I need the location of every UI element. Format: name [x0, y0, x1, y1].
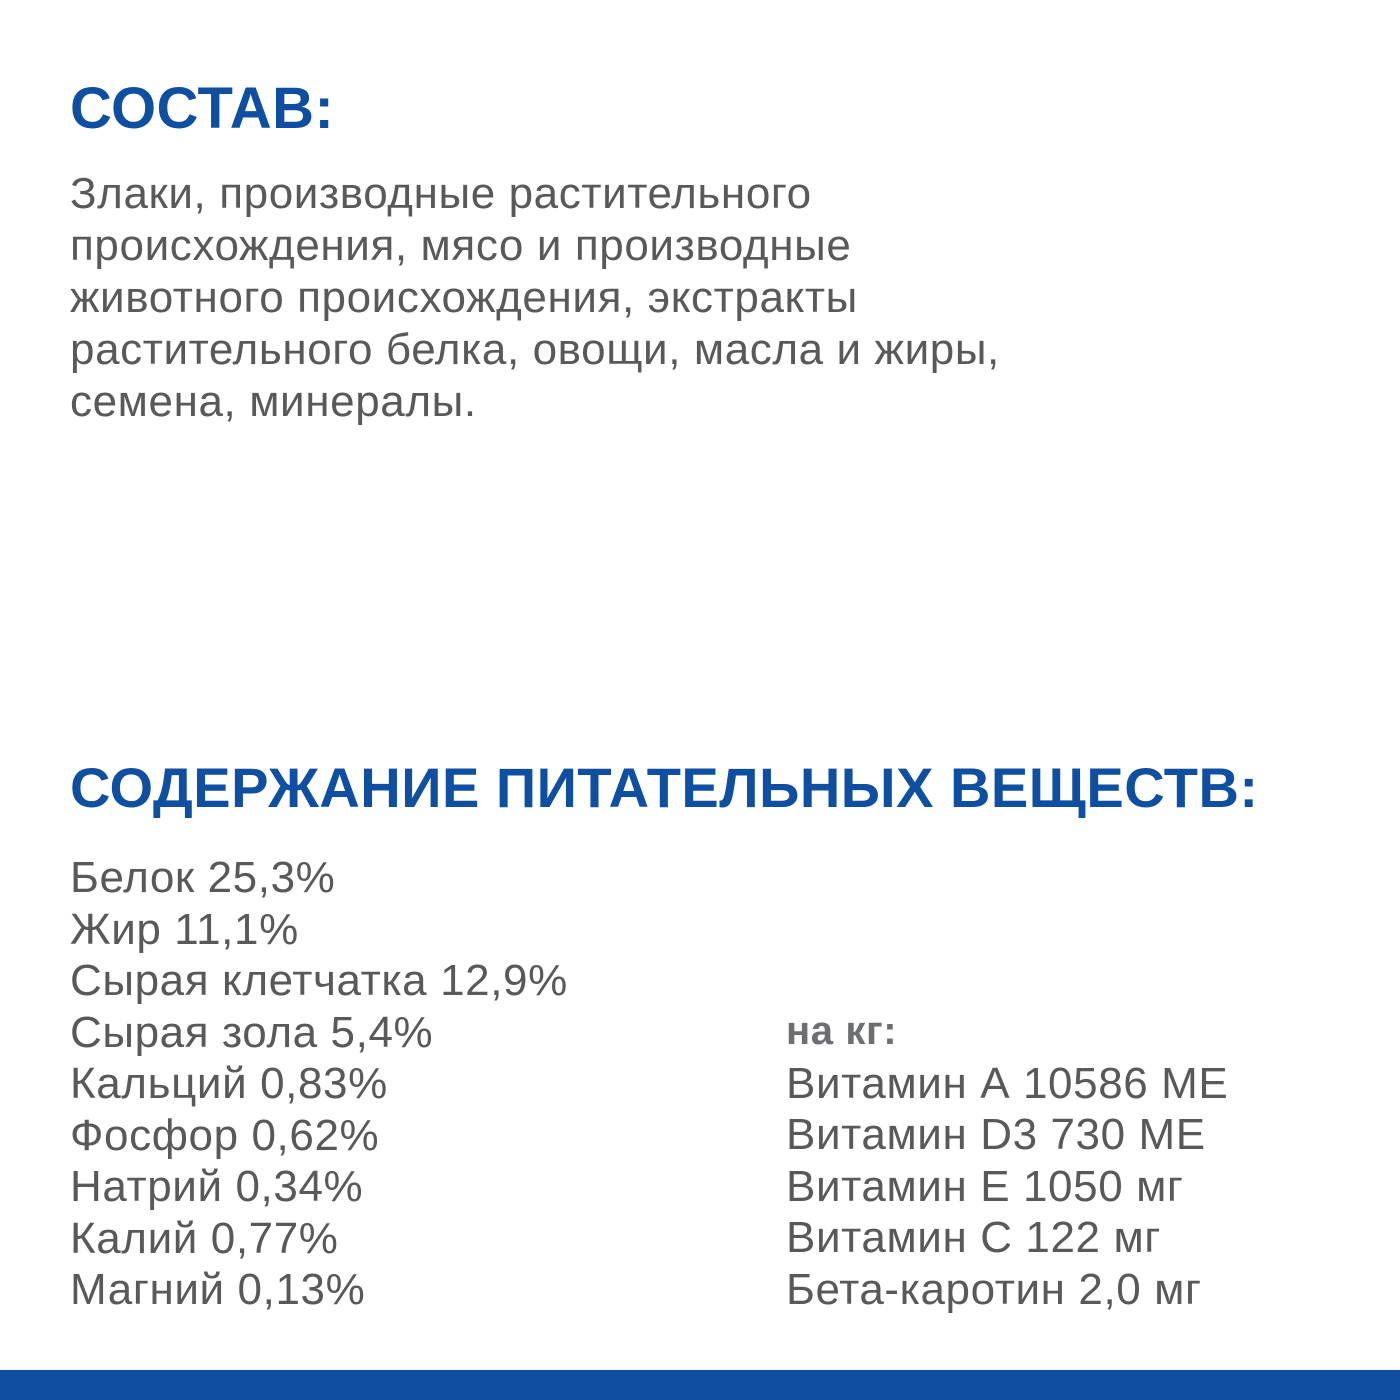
bottom-accent-bar: [0, 1370, 1400, 1400]
vitamin-item: Витамин С 122 мг: [786, 1213, 1161, 1262]
composition-line: семена, минералы.: [70, 377, 477, 426]
nutrient-item: Жир 11,1%: [70, 904, 299, 954]
vitamin-list: [786, 1058, 1228, 1316]
composition-line: Злаки, производные растительного: [70, 169, 812, 218]
nutrient-item: Сырая клетчатка 12,9%: [70, 956, 568, 1005]
nutrient-list: [70, 852, 568, 1316]
nutrient-item: Белок 25,3%: [70, 853, 336, 902]
vitamins-block: [786, 1006, 1228, 1315]
nutrient-item: Калий 0,77%: [70, 1213, 339, 1263]
per-kg-label: на кг:: [786, 1009, 898, 1053]
composition-line: растительного белка, овощи, масла и жиры,: [70, 325, 1000, 374]
vitamin-item: Витамин Е 1050 мг: [786, 1161, 1184, 1211]
vitamin-item: Витамин А 10586 МЕ: [786, 1058, 1229, 1108]
nutrients-heading: СОДЕРЖАНИЕ ПИТАТЕЛЬНЫХ ВЕЩЕСТВ:: [70, 756, 1259, 819]
composition-line: происхождения, мясо и производные: [70, 221, 852, 270]
composition-line: животного происхождения, экстракты: [70, 273, 858, 322]
nutrient-item: Магний 0,13%: [70, 1265, 366, 1314]
nutrient-item: Кальций 0,83%: [70, 1059, 388, 1108]
composition-text: [70, 168, 1330, 428]
composition-heading: СОСТАВ:: [70, 76, 335, 141]
nutrient-item: Натрий 0,34%: [70, 1162, 364, 1211]
nutrient-item: Сырая зола 5,4%: [70, 1007, 434, 1057]
nutrient-item: Фосфор 0,62%: [70, 1110, 380, 1160]
vitamin-item: Бета-каротин 2,0 мг: [786, 1264, 1202, 1314]
vitamin-item: Витамин D3 730 МЕ: [786, 1110, 1206, 1159]
